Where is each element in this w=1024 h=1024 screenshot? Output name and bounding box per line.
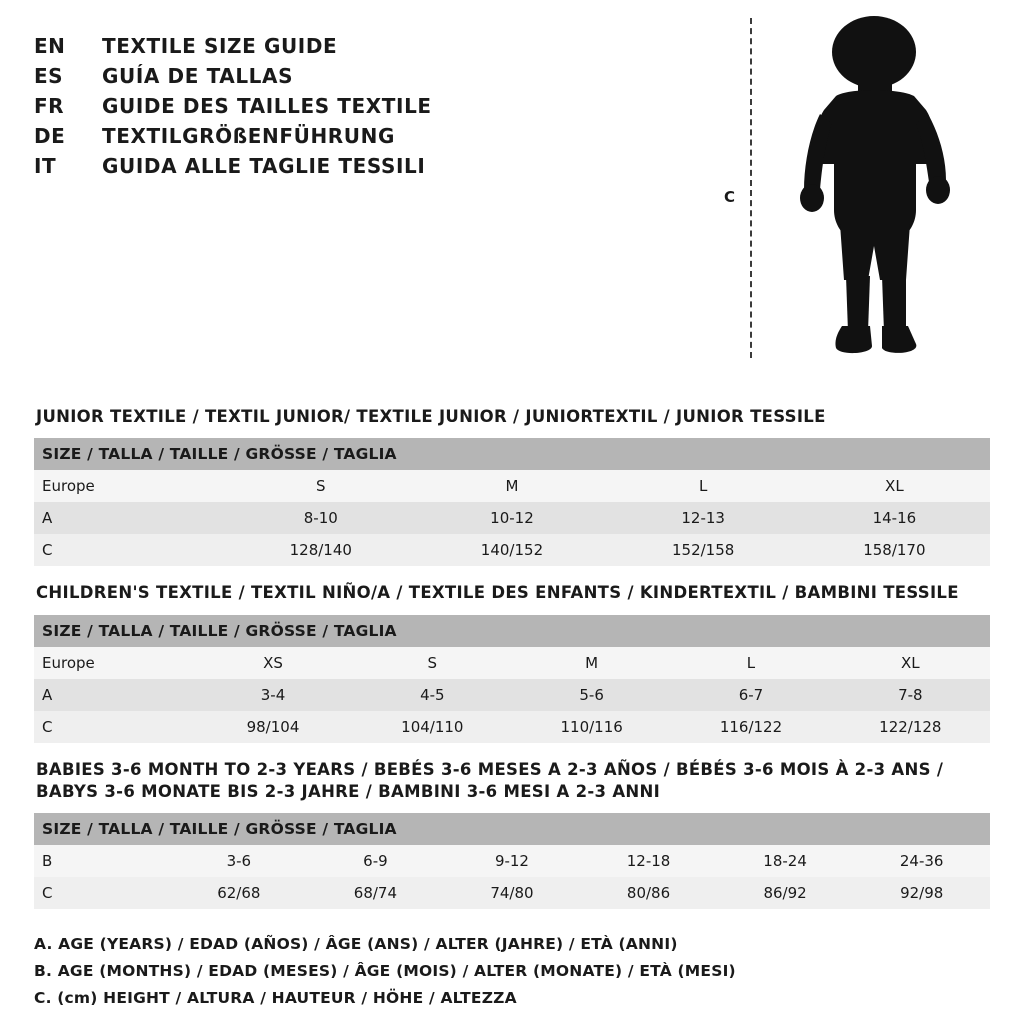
table-cell: 10-12 <box>416 502 607 534</box>
section-children <box>34 582 990 742</box>
language-code: EN <box>34 34 66 58</box>
table-cell: 74/80 <box>444 877 581 909</box>
table-cell: 80/86 <box>580 877 717 909</box>
table-cell: 6-9 <box>307 845 444 877</box>
table-row <box>34 679 990 711</box>
row-label: A <box>34 502 225 534</box>
section-babies <box>34 759 990 910</box>
table-cell: 140/152 <box>416 534 607 566</box>
child-silhouette-icon <box>774 14 974 364</box>
table-cell: 158/170 <box>799 534 990 566</box>
table-cell: 8-10 <box>225 502 416 534</box>
table-cell: 5-6 <box>512 679 671 711</box>
table-cell: 24-36 <box>853 845 990 877</box>
table-cell: 152/158 <box>608 534 799 566</box>
table-row <box>34 647 990 679</box>
table-row <box>34 534 990 566</box>
table-cell: 9-12 <box>444 845 581 877</box>
legend-line: A. AGE (YEARS) / EDAD (AÑOS) / ÂGE (ANS) / ALTER (JAHRE) / ETÀ (ANNI) <box>34 935 678 954</box>
table-cell: XL <box>831 647 990 679</box>
table-cell: S <box>353 647 512 679</box>
table-cell: 6-7 <box>671 679 830 711</box>
row-label: C <box>34 534 225 566</box>
table-cell: 128/140 <box>225 534 416 566</box>
table-header-row <box>34 615 990 647</box>
section-title: BABIES 3-6 MONTH TO 2-3 YEARS / BEBÉS 3-6 MESES A 2-3 AÑOS / BÉBÉS 3-6 MOIS À 2-3 ANS / BABYS 3-6 MONATE BIS 2-3 JAHRE / BAMBINI 3-6 MESI A 2-3 ANNI <box>36 759 944 801</box>
table-cell: 12-18 <box>580 845 717 877</box>
language-code: ES <box>34 64 64 88</box>
legend-line: B. AGE (MONTHS) / EDAD (MESES) / ÂGE (MOIS) / ALTER (MONATE) / ETÀ (MESI) <box>34 962 736 981</box>
section-junior <box>34 406 990 566</box>
table-row <box>34 502 990 534</box>
table-cell: 68/74 <box>307 877 444 909</box>
table-row <box>34 845 990 877</box>
language-title: TEXTILGRÖßENFÜHRUNG <box>102 124 395 148</box>
legend-line: C. (cm) HEIGHT / ALTURA / HAUTEUR / HÖHE / ALTEZZA <box>34 989 517 1008</box>
table-header-row <box>34 813 990 845</box>
language-code: FR <box>34 94 65 118</box>
table-cell: L <box>608 470 799 502</box>
table-header-label: SIZE / TALLA / TAILLE / GRÖSSE / TAGLIA <box>34 438 990 470</box>
section-title: CHILDREN'S TEXTILE / TEXTIL NIÑO/A / TEXTILE DES ENFANTS / KINDERTEXTIL / BAMBINI TESSILE <box>36 583 959 603</box>
table-row <box>34 470 990 502</box>
language-code: IT <box>34 154 57 178</box>
row-label: A <box>34 679 193 711</box>
table-cell: XS <box>193 647 352 679</box>
table-cell: 18-24 <box>717 845 854 877</box>
language-title: GUÍA DE TALLAS <box>102 64 294 88</box>
legend-block <box>34 935 990 1007</box>
table-row <box>34 711 990 743</box>
table-cell: 3-4 <box>193 679 352 711</box>
table-cell: 116/122 <box>671 711 830 743</box>
table-cell: 104/110 <box>353 711 512 743</box>
table-cell: M <box>512 647 671 679</box>
babies-size-table <box>34 813 990 909</box>
table-cell: 86/92 <box>717 877 854 909</box>
table-cell: XL <box>799 470 990 502</box>
row-label: Europe <box>34 647 193 679</box>
table-cell: 4-5 <box>353 679 512 711</box>
measurement-figure <box>724 10 984 365</box>
table-header-label: SIZE / TALLA / TAILLE / GRÖSSE / TAGLIA <box>34 813 990 845</box>
junior-size-table <box>34 438 990 566</box>
language-title: GUIDE DES TAILLES TEXTILE <box>102 94 432 118</box>
table-cell: 92/98 <box>853 877 990 909</box>
table-cell: 98/104 <box>193 711 352 743</box>
table-cell: 62/68 <box>171 877 308 909</box>
height-measure-label: C <box>724 188 736 206</box>
row-label: Europe <box>34 470 225 502</box>
table-cell: 12-13 <box>608 502 799 534</box>
table-cell: 14-16 <box>799 502 990 534</box>
table-cell: M <box>416 470 607 502</box>
language-title: TEXTILE SIZE GUIDE <box>102 34 338 58</box>
section-title: JUNIOR TEXTILE / TEXTIL JUNIOR/ TEXTILE JUNIOR / JUNIORTEXTIL / JUNIOR TESSILE <box>36 407 826 426</box>
table-header-label: SIZE / TALLA / TAILLE / GRÖSSE / TAGLIA <box>34 615 990 647</box>
table-cell: 110/116 <box>512 711 671 743</box>
table-cell: 122/128 <box>831 711 990 743</box>
table-cell: S <box>225 470 416 502</box>
table-cell: 3-6 <box>171 845 308 877</box>
table-cell: L <box>671 647 830 679</box>
table-row <box>34 877 990 909</box>
language-title: GUIDA ALLE TAGLIE TESSILI <box>102 154 426 178</box>
table-header-row <box>34 438 990 470</box>
language-code: DE <box>34 124 66 148</box>
row-label: B <box>34 845 171 877</box>
children-size-table <box>34 615 990 743</box>
measure-dashed-line <box>750 18 752 358</box>
row-label: C <box>34 711 193 743</box>
table-cell: 7-8 <box>831 679 990 711</box>
row-label: C <box>34 877 171 909</box>
